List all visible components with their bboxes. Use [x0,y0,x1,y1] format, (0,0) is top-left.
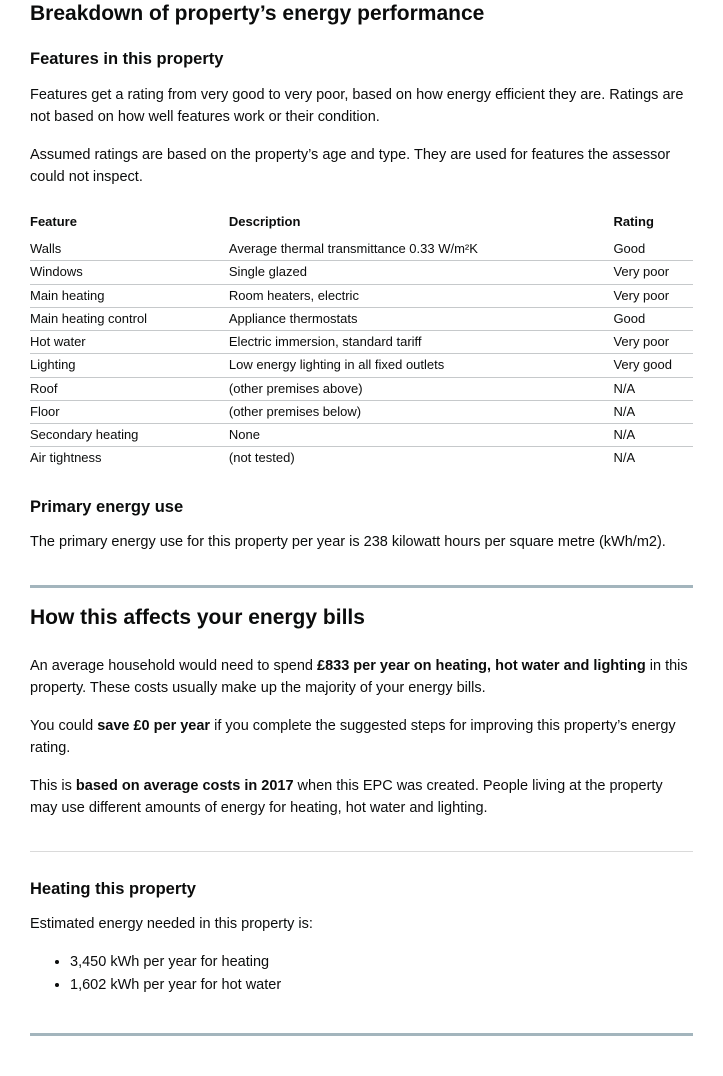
feature-cell: Air tightness [30,450,102,466]
description-cell: (other premises above) [229,377,614,400]
list-item-hot-water-energy: • 1,602 kWh per year for hot water [70,974,693,997]
rating-cell: N/A [613,450,636,466]
rating-cell: Very poor [613,331,693,354]
heating-heading: Heating this property [30,879,196,898]
description-cell: None [229,424,614,447]
primary-energy-heading: Primary energy use [30,497,184,516]
column-header-rating: Rating [613,213,654,229]
table-row [30,238,693,261]
rating-cell: Very poor [613,284,693,307]
table-row [30,307,693,330]
rating-cell: N/A [613,424,693,447]
bills-savings-pre: You could [30,717,98,734]
table-row [30,354,693,377]
list-item-heating-energy: • 3,450 kWh per year for heating [70,951,693,974]
features-heading: Features in this property [30,50,224,69]
rating-cell: Very good [613,354,693,377]
features-section [30,50,693,470]
bills-cost-post: in this property. These costs usually make up the majority of your energy bills. [30,657,688,696]
rating-cell: N/A [613,377,693,400]
table-row [30,261,693,284]
table-header-row [30,212,693,238]
description-cell: Low energy lighting in all fixed outlets [229,354,614,377]
feature-cell: Main heating control [30,307,229,330]
feature-cell: Walls [30,238,229,261]
primary-energy-paragraph: The primary energy use for this property per year is 238 kilowatt hours per square metre (kWh/m2). [30,534,666,551]
bills-cost-paragraph [30,655,693,699]
description-cell: (not tested) [228,450,295,466]
heating-intro-paragraph: Estimated energy needed in this property is: [30,916,313,933]
energy-bills-section [30,606,693,818]
features-table [30,212,693,470]
rating-cell: Very poor [613,261,693,284]
feature-cell: Secondary heating [30,424,229,447]
bills-basis-post: when this EPC was created. People living at the property may use different amounts of energy for heating, hot water and lighting. [30,777,663,816]
feature-cell: Lighting [30,354,229,377]
features-table-header [30,212,693,238]
feature-cell: Main heating [30,284,229,307]
primary-energy-section [30,498,693,554]
bottom-section-divider [30,1033,693,1036]
rating-cell: N/A [613,400,693,423]
bills-basis-pre: This is [30,777,76,794]
table-row [30,284,693,307]
description-cell: Electric immersion, standard tariff [229,331,614,354]
bills-basis-paragraph [30,775,693,819]
table-row [30,377,693,400]
description-cell: Room heaters, electric [229,284,614,307]
table-row [30,331,693,354]
rating-cell: Good [613,307,693,330]
page-title: Breakdown of property’s energy performance [30,2,485,25]
description-cell: Single glazed [229,261,614,284]
table-row [30,424,693,447]
rating-cell: Good [613,238,693,261]
description-cell: Appliance thermostats [229,307,614,330]
estimated-energy-list [30,951,693,997]
features-intro-paragraph: Features get a rating from very good to very poor, based on how energy efficient they are. Ratings are not based on how well features work or their condition. [30,86,684,125]
light-divider [30,851,693,852]
section-divider [30,585,693,588]
table-row [30,447,693,470]
energy-bills-heading: How this affects your energy bills [30,606,365,630]
bills-cost-bold: £833 per year on heating, hot water and lighting [317,657,646,674]
column-header-feature: Feature [30,213,77,229]
feature-cell: Roof [30,377,229,400]
feature-cell: Windows [30,261,229,284]
feature-cell: Hot water [30,331,229,354]
description-cell: Average thermal transmittance 0.33 W/m²K [229,238,614,261]
bills-savings-bold: save £0 per year [97,717,211,734]
description-cell: (other premises below) [229,400,614,423]
feature-cell: Floor [30,400,229,423]
bills-basis-bold: based on average costs in 2017 [75,777,294,794]
bills-savings-paragraph [30,715,693,759]
table-row [30,400,693,423]
column-header-description: Description [228,213,301,229]
features-assumed-paragraph: Assumed ratings are based on the property’s age and type. They are used for features the assessor could not inspect. [30,146,671,185]
heating-section [30,880,693,998]
bills-cost-pre: An average household would need to spend [30,657,317,674]
features-table-body [30,238,693,470]
bills-savings-post: if you complete the suggested steps for improving this property’s energy rating. [30,717,676,756]
